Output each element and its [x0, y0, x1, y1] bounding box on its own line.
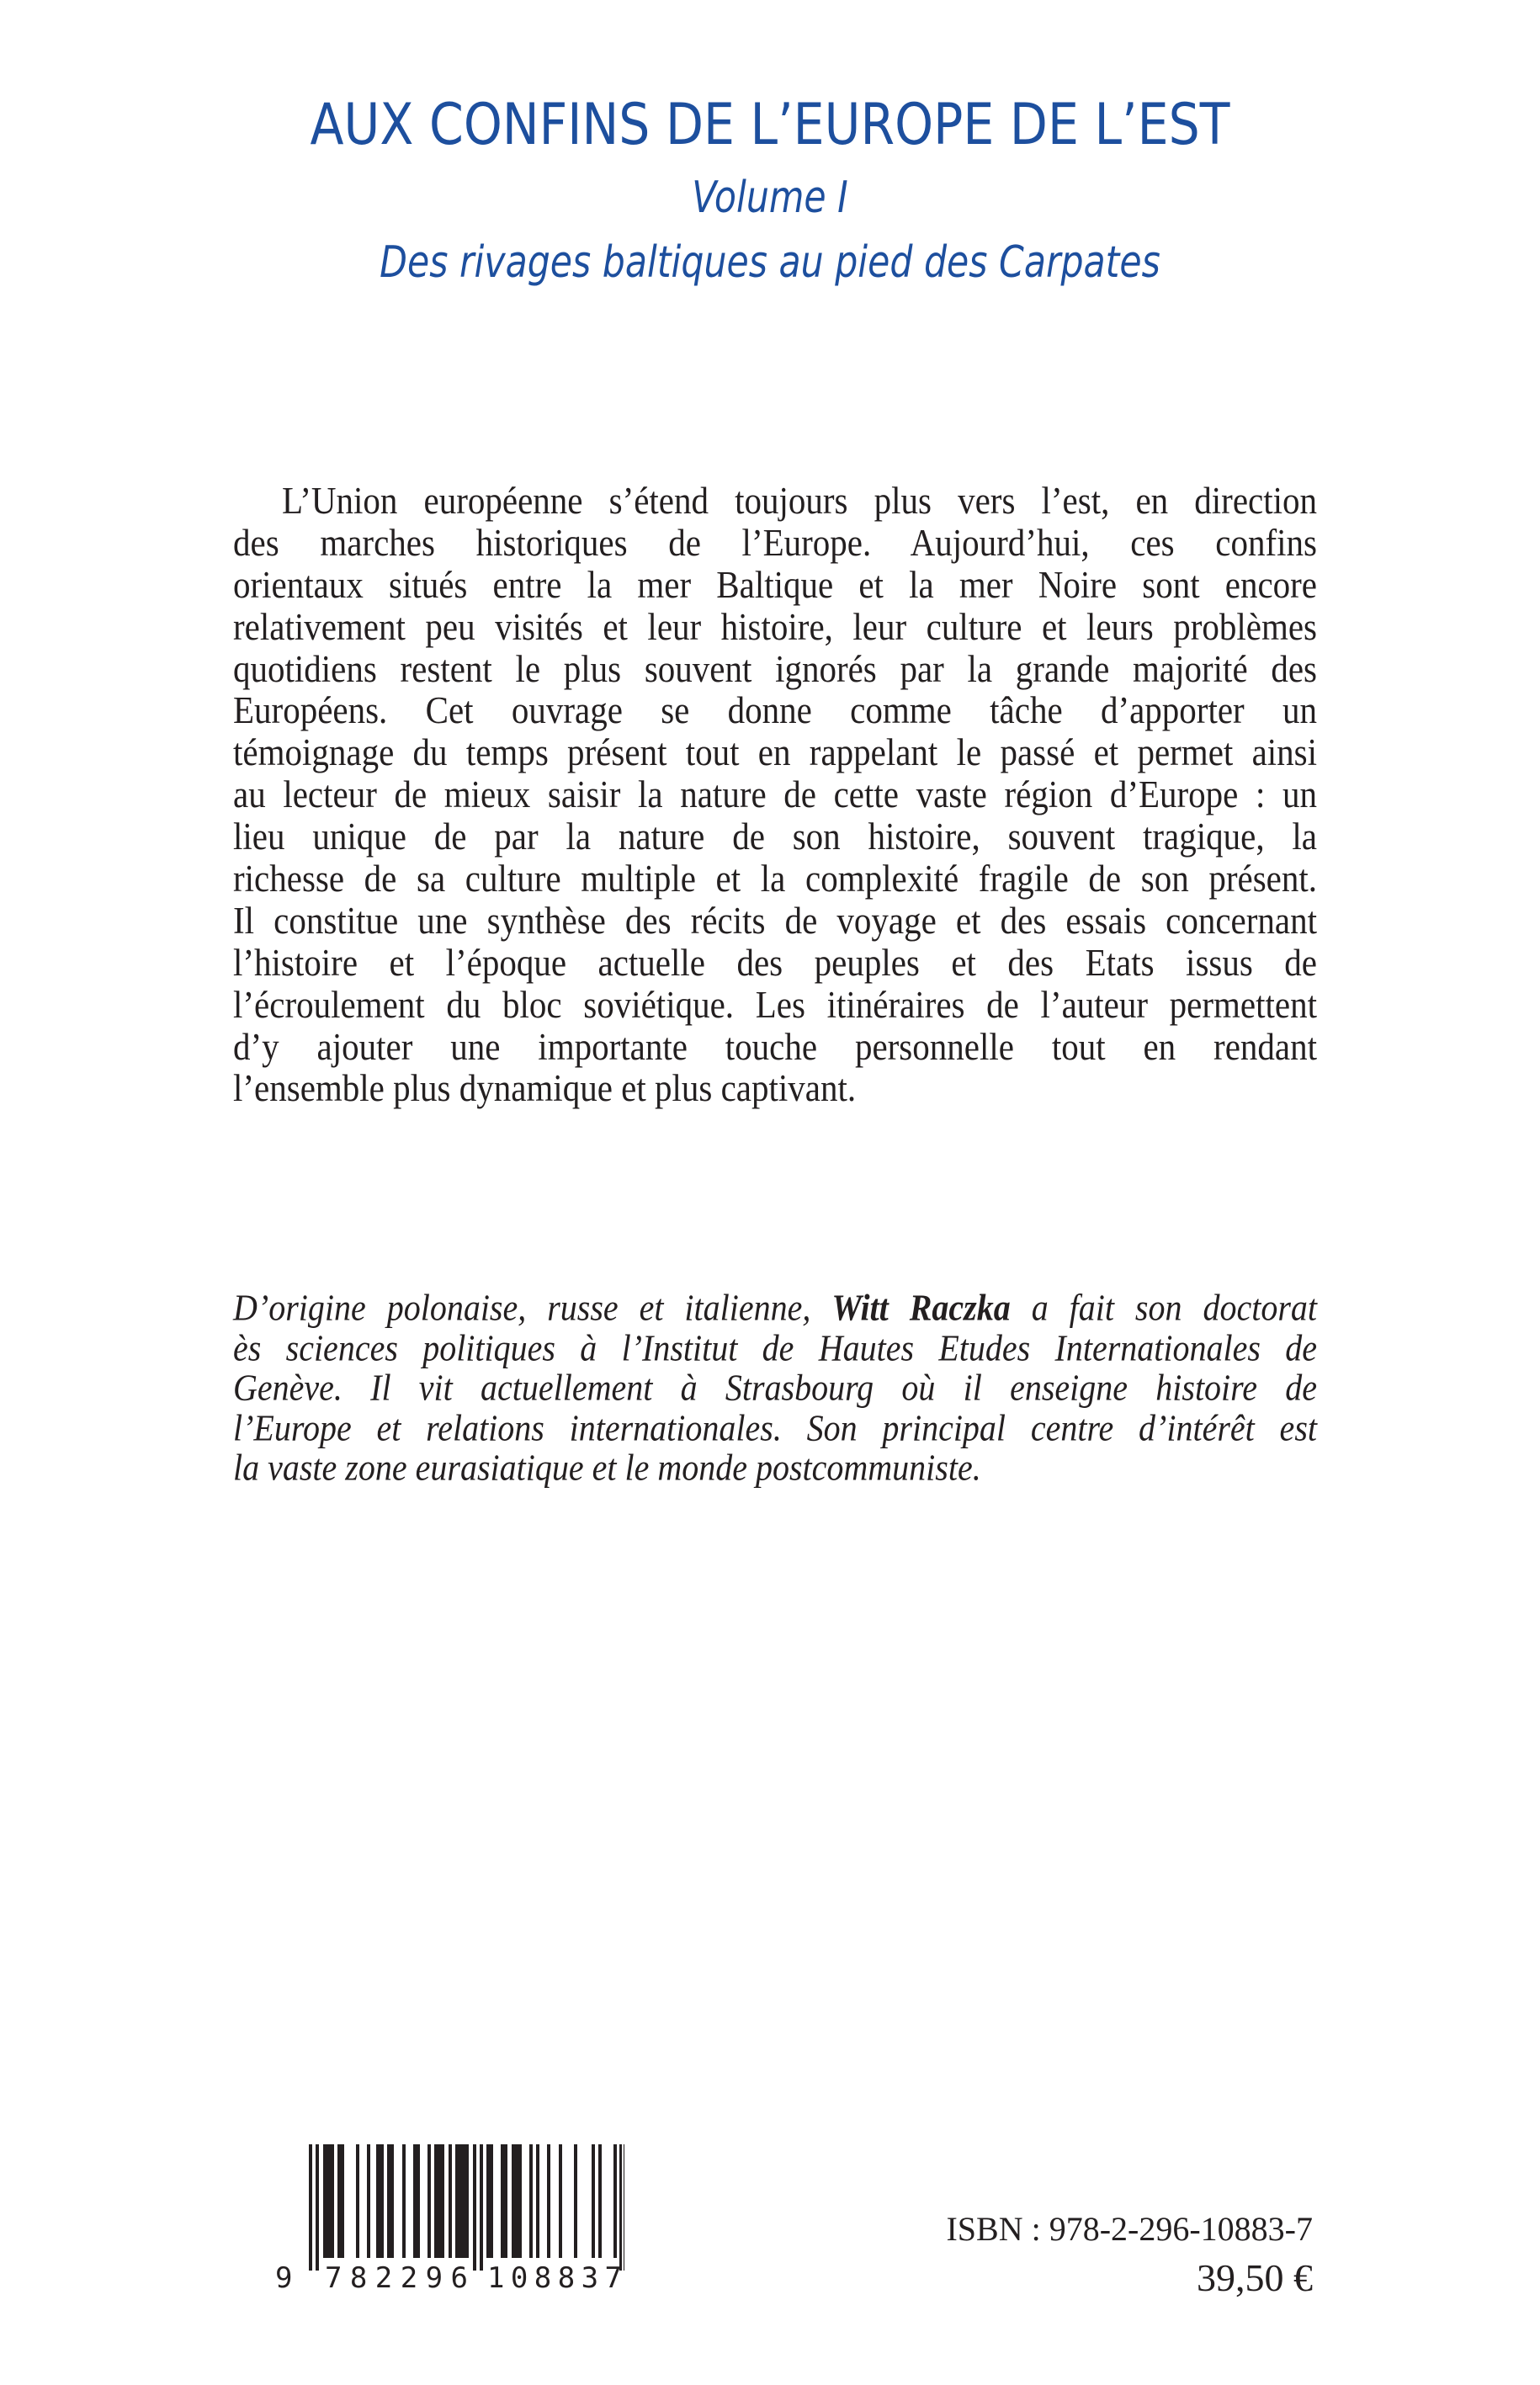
- bio-line: ès sciences politiques à l’Institut de Hautes Etudes Internationales de: [233, 1325, 1317, 1369]
- blurb-line: au lecteur de mieux saisir la nature de cette vaste région d’Europe : un: [233, 772, 1317, 816]
- barcode: [271, 2144, 624, 2292]
- blurb-line: l’écroulement du bloc soviétique. Les itinéraires de l’auteur permettent: [233, 982, 1317, 1026]
- blurb-line: relativement peu visités et leur histoire, leur culture et leurs problèmes: [233, 603, 1317, 648]
- blurb-line: Il constitue une synthèse des récits de voyage et des essais concernant: [233, 898, 1317, 942]
- author-name: Witt Raczka: [831, 1286, 1011, 1329]
- book-title: AUX CONFINS DE L’EUROPE DE L’EST: [310, 92, 1230, 158]
- blurb-line: quotidiens restent le plus souvent ignorés par la grande majorité des: [233, 645, 1317, 690]
- isbn-label: ISBN : 978-2-296-10883-7: [946, 2210, 1313, 2248]
- svg-text:782296: 782296: [325, 2261, 468, 2292]
- bio-line: la vaste zone eurasiatique et le monde postcommuniste.: [233, 1446, 981, 1489]
- blurb-line: Européens. Cet ouvrage se donne comme tâche d’apporter un: [233, 688, 1317, 732]
- author-bio: [233, 1286, 1317, 1490]
- bio-text: D’origine polonaise, russe et italienne,: [233, 1286, 832, 1329]
- bio-line: Genève. Il vit actuellement à Strasbourg où il enseigne histoire de: [233, 1366, 1317, 1409]
- blurb-line: l’ensemble plus dynamique et plus captivant.: [233, 1065, 857, 1110]
- volume-label: Volume I: [692, 173, 848, 223]
- blurb-line: l’histoire et l’époque actuelle des peuples et des Etats issus de: [233, 940, 1317, 984]
- bio-line: [233, 1285, 1317, 1330]
- barcode-graphic: [271, 2144, 624, 2292]
- price-label: 39,50 €: [1197, 2256, 1313, 2299]
- blurb-paragraph: [233, 478, 1317, 1111]
- bio-line: l’Europe et relations internationales. Son principal centre d’intérêt est: [233, 1405, 1317, 1449]
- book-subtitle: Des rivages baltiques au pied des Carpates: [380, 237, 1160, 288]
- bio-text: a fait son doctorat: [1010, 1286, 1317, 1329]
- svg-text:9: 9: [275, 2261, 293, 2292]
- blurb-line: richesse de sa culture multiple et la complexité fragile de son présent.: [233, 856, 1317, 900]
- blurb-line: des marches historiques de l’Europe. Aujourd’hui, ces confins: [233, 520, 1317, 564]
- blurb-line: d’y ajouter une importante touche personnelle tout en rendant: [233, 1023, 1317, 1068]
- blurb-line: L’Union européenne s’étend toujours plus vers l’est, en direction: [282, 478, 1317, 522]
- blurb-line: lieu unique de par la nature de son histoire, souvent tragique, la: [233, 814, 1317, 858]
- blurb-line: témoignage du temps présent tout en rappelant le passé et permet ainsi: [233, 730, 1317, 774]
- blurb-line: orientaux situés entre la mer Baltique et la mer Noire sont encore: [233, 562, 1317, 606]
- svg-text:108837: 108837: [487, 2261, 622, 2292]
